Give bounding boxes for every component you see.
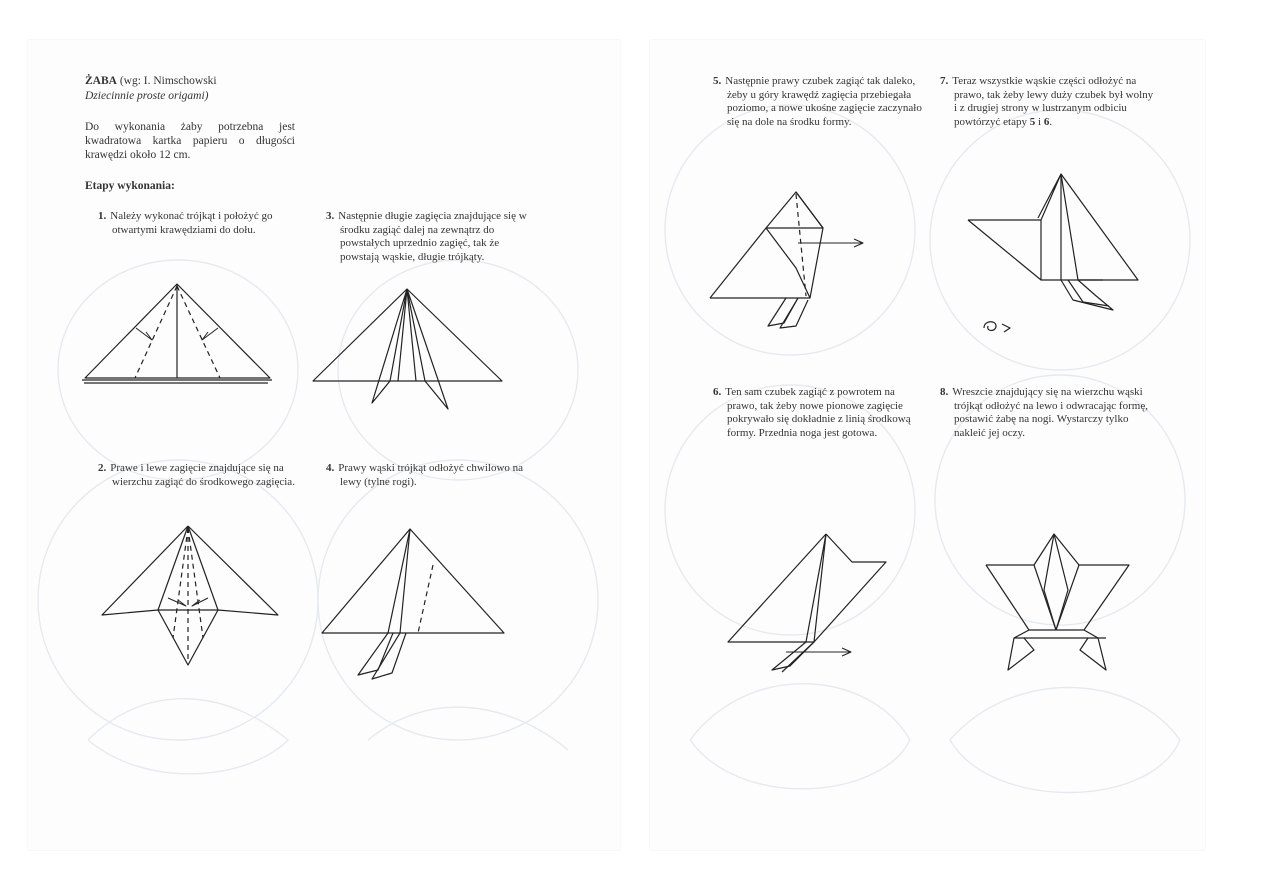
fold-diagram-step-7 (963, 170, 1163, 320)
step-7-number: 7. (940, 75, 949, 87)
fold-diagram-step-1 (80, 280, 280, 390)
fold-diagram-step-4 (318, 525, 518, 685)
step-6 (713, 386, 927, 440)
step-7-text-a: Teraz wszystkie wąskie części odłożyć na prawo, tak żeby lewy duży czubek był wolny i z drugiej strony w lustrzanym odbiciu powtórzyć etapy (952, 75, 1154, 128)
step-6-number: 6. (713, 386, 722, 398)
step-3-text: Następnie długie zagięcia znajdujące się w środku zagiąć dalej na zewnątrz do powstałych uprzednio zagięć, tak że powstają wąskie, długie trójkąty. (338, 210, 527, 263)
title-main: ŻABA (85, 75, 117, 87)
background-sketch-right (650, 40, 1205, 850)
step-5 (713, 75, 927, 129)
step-7-text-c: . (1049, 115, 1053, 128)
page-subtitle: Dziecinnie proste origami) (85, 90, 209, 102)
step-1-text: Należy wykonać trójkąt i położyć go otwartymi krawędziami do dołu. (110, 210, 273, 236)
fold-diagram-step-3 (310, 285, 510, 420)
step-2-number: 2. (98, 462, 107, 474)
fold-diagram-step-2 (96, 520, 306, 670)
step-2-text: Prawe i lewe zagięcie znajdujące się na wierzchu zagiąć do środkowego zagięcia. (110, 462, 295, 488)
step-8-number: 8. (940, 386, 949, 398)
step-4 (326, 462, 540, 489)
step-7 (940, 75, 1154, 129)
step-2 (98, 462, 312, 489)
left-page (28, 40, 620, 850)
step-4-number: 4. (326, 462, 335, 474)
fold-diagram-step-6 (726, 530, 926, 680)
page-title (85, 74, 345, 88)
step-8-text: Wreszcie znajdujący się na wierzchu wąski trójkąt odłożyć na lewo i odwracając formę, postawić żabę na nogi. Wystarczy tylko nakleić jej oczy. (952, 386, 1148, 439)
step-7-text-b: i (1035, 115, 1044, 128)
step-5-text: Następnie prawy czubek zagiąć tak daleko, żeby u góry krawędź zagięcia przebiegała poziomo, a nowe ukośne zagięcie zaczynało się na dole na środku formy. (725, 75, 922, 128)
step-4-text: Prawy wąski trójkąt odłożyć chwilowo na lewy (tylne rogi). (338, 462, 524, 488)
right-page (650, 40, 1205, 850)
step-3 (326, 210, 540, 264)
step-1-number: 1. (98, 210, 107, 222)
flip-arrow-icon (980, 316, 1020, 336)
step-1 (98, 210, 312, 237)
fold-diagram-step-8 (984, 530, 1164, 680)
intro-paragraph: Do wykonania żaby potrzebna jest kwadratowa kartka papieru o długości krawędzi około 12 cm. (85, 121, 295, 161)
fold-diagram-step-5 (708, 188, 908, 338)
step-5-number: 5. (713, 75, 722, 87)
step-7-ref-5: 5 (1029, 115, 1036, 128)
step-7-ref-6: 6 (1043, 115, 1050, 128)
step-8 (940, 386, 1154, 440)
title-source: (wg: I. Nimschowski (116, 75, 217, 87)
stages-heading: Etapy wykonania: (85, 180, 175, 192)
step-6-text: Ten sam czubek zagiąć z powrotem na prawo, tak żeby nowe pionowe zagięcie pokrywało się dokładnie z linią środkową formy. Przednia noga jest gotowa. (725, 386, 911, 439)
step-3-number: 3. (326, 210, 335, 222)
